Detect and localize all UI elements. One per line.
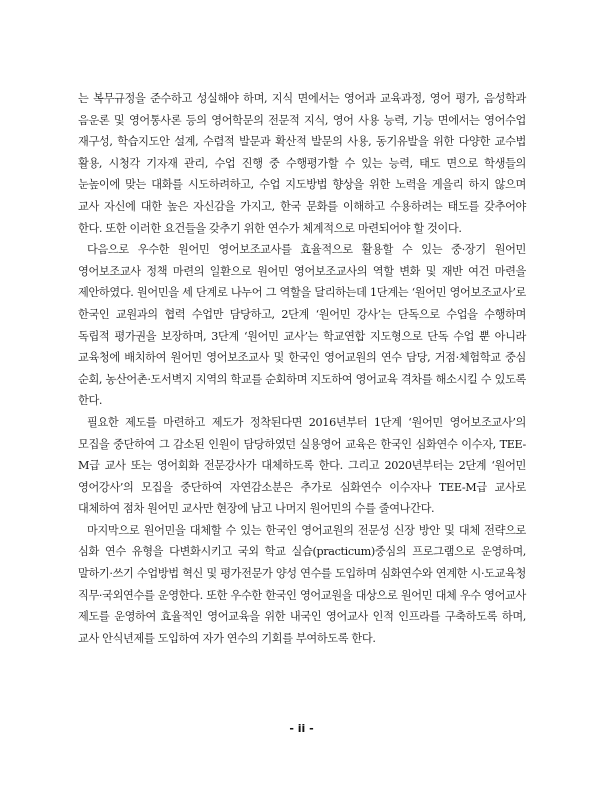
page-number: - ii - xyxy=(289,722,314,735)
paragraph-korean-teacher-training: 마지막으로 원어민을 대체할 수 있는 한국인 영어교원의 전문성 신장 방안 및 대체 전략으로 심화 연수 유형을 다변화시키고 국외 학교 실습(practicum)중심의 프로그램으로 운영하며, 말하기·쓰기 수업방법 혁신 및 평가전문가 양성 연수를 도입하며 심화연수와 연계한 시·도교육청 직무·국외연수를 운영한다. 또한 우수한 한국인 영어교원을 대상으로 원어민 대체 우수 영어교사 제도를 운영하여 효율적인 영어교육을 위한 내국인 영어교사 인적 인프라를 구축하도록 하며, 교사 안식년제를 도입하여 자가 연수의 기회를 부여하도록 한다. xyxy=(78,523,526,645)
paragraph-system-timeline: 필요한 제도를 마련하고 제도가 정착된다면 2016년부터 1단계 ‘원어민 영어보조교사’의 모집을 중단하여 그 감소된 인원이 담당하였던 실용영어 교육은 한국인 심화연수 이수자, TEE-M급 교사 또는 영어회화 전문강사가 대체하도록 한다. 그리고 2020년부터는 2단계 ‘원어민 영어강사’의 모집을 중단하여 자연감소분은 추가로 심화연수 이수자나 TEE-M급 교사로 대체하여 점차 원어민 교사만 현장에 남고 나머지 원어민의 수를 줄여나간다. xyxy=(78,415,526,516)
paragraph-native-teacher-roles: 다음으로 우수한 원어민 영어보조교사를 효율적으로 활용할 수 있는 중·장기 원어민 영어보조교사 정책 마련의 일환으로 원어민 영어보조교사의 역할 변화 및 재반 여건 마련을 제안하였다. 원어민을 세 단계로 나누어 그 역할을 달리하는데 1단계는 ‘원어민 영어보조교사’로 한국인 교원과의 협력 수업만 담당하고, 2단계 ‘원어민 강사’는 단독으로 수업을 수행하며 독립적 평가권을 보장하며, 3단계 ‘원어민 교사’는 학교연합 지도형으로 단독 수업 뿐 아니라 교육청에 배치하여 원어민 영어보조교사 및 한국인 영어교원의 연수 담당, 거점·체험학교 중심 순회, 농산어촌·도서벽지 지역의 학교를 순회하며 지도하여 영어교육 격차를 해소시킬 수 있도록 한다. xyxy=(78,243,526,408)
document-body xyxy=(78,88,526,649)
paragraph-continued: 는 복무규정을 준수하고 성실해야 하며, 지식 면에서는 영어과 교육과정, 영어 평가, 음성학과 음운론 및 영어통사론 등의 영어학문의 전문적 지식, 영어 사용 능력, 기능 면에서는 영어수업 재구성, 학습지도안 설계, 수렴적 발문과 확산적 발문의 사용, 동기유발을 위한 다양한 교수법 활용, 시청각 기자재 관리, 수업 진행 중 수행평가할 수 있는 능력, 태도 면으로 학생들의 눈높이에 맞는 대화를 시도하려하고, 수업 지도방법 향상을 위한 노력을 게을리 하지 않으며 교사 자신에 대한 높은 자신감을 가지고, 한국 문화를 이해하고 수용하려는 태도를 갖추어야 한다. 또한 이러한 요건들을 갖추기 위한 연수가 체계적으로 마련되어야 할 것이다. xyxy=(78,92,526,235)
